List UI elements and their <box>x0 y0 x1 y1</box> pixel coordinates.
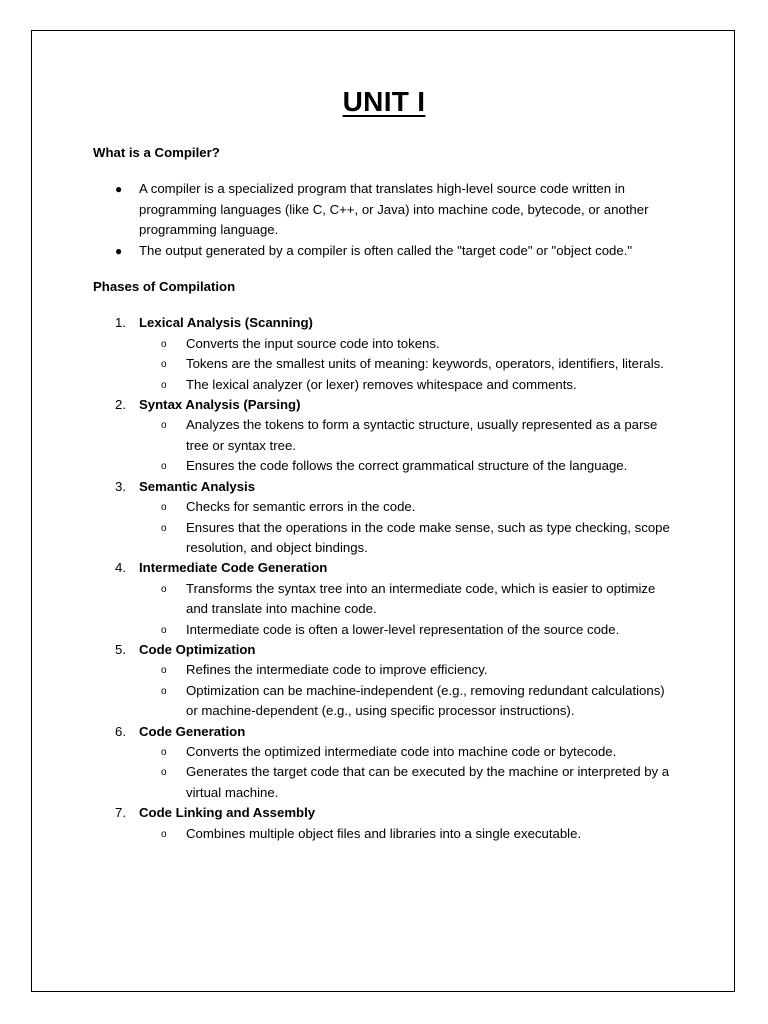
circle-bullet-icon: o <box>161 379 167 391</box>
list-item <box>139 456 673 476</box>
circle-bullet-icon: o <box>161 461 167 473</box>
phase-number: 7. <box>115 805 126 821</box>
phase-subitems <box>139 334 673 395</box>
list-item-text: The lexical analyzer (or lexer) removes whitespace and comments. <box>186 376 577 392</box>
phase-number: 3. <box>115 478 126 494</box>
phase-subitems <box>139 579 673 640</box>
list-item <box>139 762 673 803</box>
list-item <box>139 354 673 374</box>
phase-item-optimization <box>93 640 673 722</box>
list-item <box>93 241 673 261</box>
phase-title: Semantic Analysis <box>139 478 256 494</box>
list-item-text: Transforms the syntax tree into an intermediate code, which is easier to optimize and translate into machine code. <box>186 580 656 617</box>
bullet-icon: ● <box>115 182 123 197</box>
phase-number: 2. <box>115 397 126 413</box>
phase-subitems <box>139 824 673 844</box>
list-item-text: Converts the optimized intermediate code into machine code or bytecode. <box>186 743 617 759</box>
list-item <box>139 620 673 640</box>
phase-item-code-generation <box>93 722 673 804</box>
phase-number: 4. <box>115 560 126 576</box>
phase-subitems <box>139 660 673 721</box>
compiler-definition-list <box>93 179 673 261</box>
circle-bullet-icon: o <box>161 420 167 432</box>
page-title: UNIT I <box>342 86 426 117</box>
phase-title: Code Linking and Assembly <box>139 805 316 821</box>
phase-title: Lexical Analysis (Scanning) <box>139 315 313 331</box>
phase-number: 5. <box>115 641 126 657</box>
phase-number: 1. <box>115 315 126 331</box>
phase-title: Syntax Analysis (Parsing) <box>139 397 301 413</box>
document-body <box>93 143 673 844</box>
circle-bullet-icon: o <box>161 338 167 350</box>
list-item-text: Generates the target code that can be executed by the machine or interpreted by a virtual machine. <box>186 764 670 800</box>
list-item-text: Converts the input source code into tokens. <box>186 335 440 351</box>
phase-item-lexical <box>93 313 673 395</box>
list-item <box>139 415 673 456</box>
circle-bullet-icon: o <box>161 583 167 595</box>
list-item <box>139 824 673 844</box>
section-heading-what-is-compiler: What is a Compiler? <box>93 145 220 160</box>
list-item-text: Checks for semantic errors in the code. <box>186 499 416 515</box>
list-item-text: Ensures the code follows the correct grammatical structure of the language. <box>186 458 628 474</box>
list-item-text: Tokens are the smallest units of meaning: keywords, operators, identifiers, literals. <box>186 356 664 372</box>
phase-title: Intermediate Code Generation <box>139 560 328 576</box>
list-item-text: The output generated by a compiler is often called the "target code" or "object code." <box>139 242 633 258</box>
phase-subitems <box>139 497 673 558</box>
list-item-text: Analyzes the tokens to form a syntactic structure, usually represented as a parse tree or syntax tree. <box>186 417 658 453</box>
phase-title: Code Optimization <box>139 641 256 657</box>
list-item <box>139 497 673 517</box>
list-item-text: Refines the intermediate code to improve efficiency. <box>186 662 488 678</box>
list-item <box>139 742 673 762</box>
list-item <box>139 579 673 620</box>
circle-bullet-icon: o <box>161 359 167 371</box>
circle-bullet-icon: o <box>161 624 167 636</box>
phase-item-intermediate <box>93 558 673 640</box>
list-item <box>139 660 673 680</box>
list-item-text: Intermediate code is often a lower-level representation of the source code. <box>186 621 620 637</box>
phases-list <box>93 313 673 844</box>
circle-bullet-icon: o <box>161 665 167 677</box>
list-item-text: Optimization can be machine-independent (e.g., removing redundant calculations) or machine-dependent (e.g., using specific processor instructions). <box>186 682 665 719</box>
circle-bullet-icon: o <box>161 685 167 697</box>
list-item <box>139 375 673 395</box>
list-item <box>139 518 673 559</box>
bullet-icon: ● <box>115 243 123 258</box>
circle-bullet-icon: o <box>161 502 167 514</box>
phase-number: 6. <box>115 723 126 739</box>
phase-item-linking <box>93 803 673 844</box>
circle-bullet-icon: o <box>161 746 167 758</box>
list-item <box>139 681 673 722</box>
circle-bullet-icon: o <box>161 522 167 534</box>
list-item <box>139 334 673 354</box>
phase-title: Code Generation <box>139 723 246 739</box>
list-item-text: Ensures that the operations in the code make sense, such as type checking, scope resolution, and object bindings. <box>186 519 670 555</box>
phase-subitems <box>139 415 673 476</box>
phase-item-semantic <box>93 477 673 559</box>
circle-bullet-icon: o <box>161 767 167 779</box>
circle-bullet-icon: o <box>161 828 167 840</box>
section-heading-phases: Phases of Compilation <box>93 279 236 295</box>
list-item-text: Combines multiple object files and libraries into a single executable. <box>186 825 582 841</box>
list-item-text: A compiler is a specialized program that translates high-level source code written in programming languages (like C, C++, or Java) into machine code, bytecode, or another programming language. <box>139 181 649 238</box>
phase-subitems <box>139 742 673 803</box>
phase-item-syntax <box>93 395 673 477</box>
list-item <box>93 179 673 240</box>
